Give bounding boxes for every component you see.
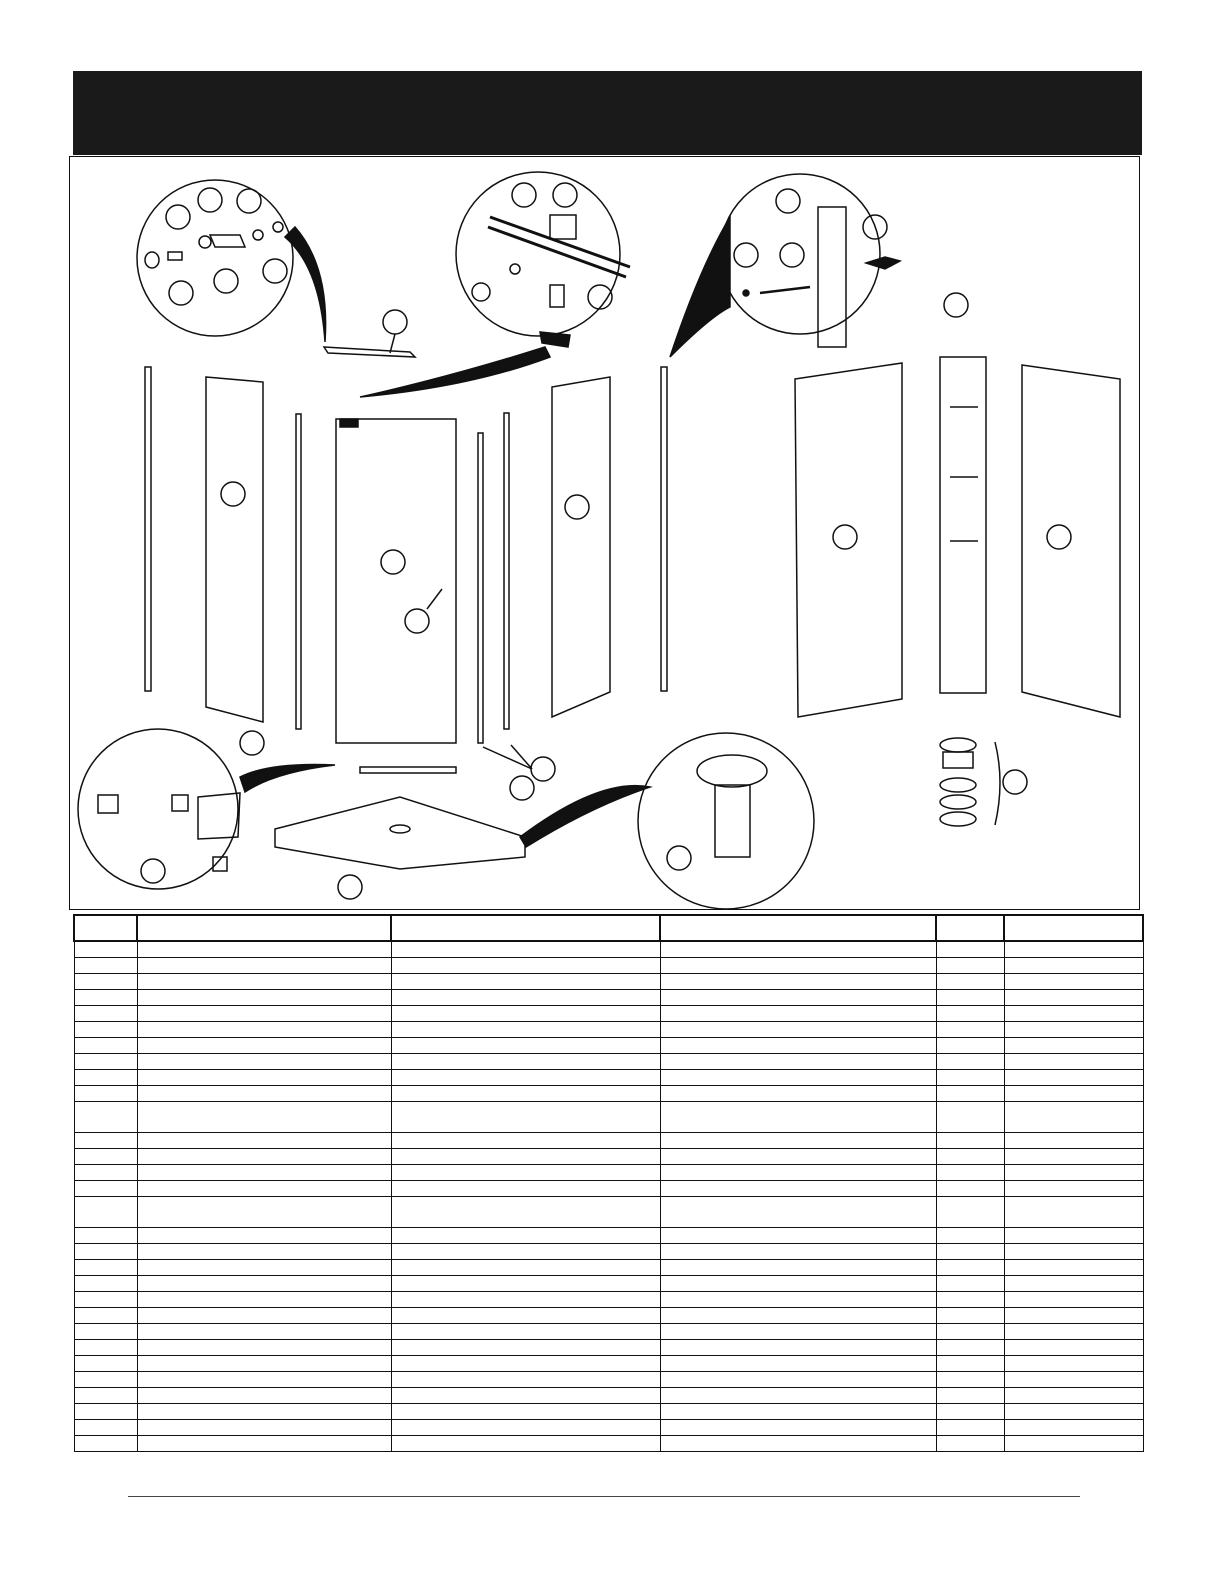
- table-cell: [660, 1005, 936, 1021]
- table-cell: [1004, 1037, 1143, 1053]
- table-cell: [391, 1180, 660, 1196]
- callout-c21: [1047, 525, 1071, 549]
- table-cell: [137, 1164, 391, 1180]
- table-cell: [391, 1164, 660, 1180]
- callout-c15: [221, 482, 245, 506]
- callout-c4: [169, 281, 193, 305]
- table-cell: [391, 1037, 660, 1053]
- table-cell: [391, 1148, 660, 1164]
- table-cell: [660, 1053, 936, 1069]
- table-cell: [1004, 957, 1143, 973]
- table-row: [74, 1307, 1143, 1323]
- table-cell: [936, 1164, 1004, 1180]
- table-cell: [74, 1037, 137, 1053]
- table-cell: [391, 1291, 660, 1307]
- callout-c20: [944, 293, 968, 317]
- table-cell: [137, 1403, 391, 1419]
- table-cell: [391, 1196, 660, 1227]
- table-cell: [936, 1243, 1004, 1259]
- drain-assembly: [940, 738, 976, 826]
- table-cell: [1004, 1164, 1143, 1180]
- table-cell: [137, 1227, 391, 1243]
- table-cell: [660, 1021, 936, 1037]
- header-cell: [391, 915, 660, 941]
- table-cell: [936, 1291, 1004, 1307]
- table-cell: [936, 1259, 1004, 1275]
- footer-rule: [128, 1496, 1080, 1497]
- table-cell: [137, 1259, 391, 1275]
- table-row: [74, 1085, 1143, 1101]
- table-cell: [391, 1307, 660, 1323]
- table-cell: [1004, 1291, 1143, 1307]
- table-cell: [74, 1132, 137, 1148]
- callout-c19: [833, 525, 857, 549]
- callout-c24: [531, 757, 555, 781]
- table-cell: [74, 1069, 137, 1085]
- table-row: [74, 1275, 1143, 1291]
- table-cell: [391, 1387, 660, 1403]
- table-cell: [660, 1196, 936, 1227]
- exploded-parts-diagram: [69, 156, 1140, 910]
- table-cell: [936, 1021, 1004, 1037]
- table-cell: [137, 1387, 391, 1403]
- callout-c22: [1003, 770, 1027, 794]
- table-row: [74, 1021, 1143, 1037]
- table-cell: [936, 1037, 1004, 1053]
- table-cell: [74, 1307, 137, 1323]
- table-cell: [391, 1419, 660, 1435]
- callout-c25: [510, 776, 534, 800]
- table-cell: [660, 1259, 936, 1275]
- callout-c14: [383, 310, 407, 334]
- table-cell: [660, 941, 936, 957]
- table-cell: [936, 1180, 1004, 1196]
- table-cell: [936, 1339, 1004, 1355]
- table-cell: [660, 1069, 936, 1085]
- table-cell: [74, 1101, 137, 1132]
- table-cell: [137, 973, 391, 989]
- header-cell: [660, 915, 936, 941]
- table-cell: [660, 1339, 936, 1355]
- table-cell: [74, 1291, 137, 1307]
- table-cell: [936, 1419, 1004, 1435]
- table-row: [74, 1069, 1143, 1085]
- table-cell: [1004, 941, 1143, 957]
- table-cell: [137, 1275, 391, 1291]
- table-cell: [391, 1275, 660, 1291]
- table-cell: [391, 957, 660, 973]
- table-cell: [391, 1101, 660, 1132]
- callout-c26: [141, 859, 165, 883]
- table-row: [74, 1180, 1143, 1196]
- table-cell: [74, 1323, 137, 1339]
- detail-circle-door-guide: [78, 729, 238, 889]
- table-cell: [74, 1371, 137, 1387]
- table-cell: [137, 1419, 391, 1435]
- table-cell: [1004, 1196, 1143, 1227]
- table-cell: [1004, 1021, 1143, 1037]
- table-cell: [74, 1148, 137, 1164]
- table-cell: [74, 1403, 137, 1419]
- table-cell: [137, 1196, 391, 1227]
- table-cell: [936, 957, 1004, 973]
- table-cell: [391, 1259, 660, 1275]
- table-cell: [936, 1403, 1004, 1419]
- callout-c5: [214, 269, 238, 293]
- detail-hinge-parts: [145, 222, 283, 268]
- table-row: [74, 1132, 1143, 1148]
- table-row: [74, 1339, 1143, 1355]
- header-cell: [1004, 915, 1143, 941]
- table-cell: [936, 1227, 1004, 1243]
- table-cell: [74, 1180, 137, 1196]
- callout-c23: [240, 731, 264, 755]
- parts-table: [73, 914, 1144, 1452]
- callout-c10: [776, 189, 800, 213]
- table-cell: [936, 1275, 1004, 1291]
- table-cell: [936, 941, 1004, 957]
- table-cell: [1004, 1435, 1143, 1451]
- header-bar: [73, 71, 1142, 155]
- table-cell: [74, 1164, 137, 1180]
- callout-c1: [166, 205, 190, 229]
- table-cell: [1004, 1148, 1143, 1164]
- table-cell: [137, 1132, 391, 1148]
- table-cell: [137, 1037, 391, 1053]
- callout-c2: [198, 188, 222, 212]
- table-cell: [137, 1069, 391, 1085]
- table-cell: [137, 1101, 391, 1132]
- table-cell: [660, 1101, 936, 1132]
- table-cell: [1004, 973, 1143, 989]
- table-cell: [660, 1037, 936, 1053]
- table-cell: [137, 1148, 391, 1164]
- table-cell: [391, 1132, 660, 1148]
- table-cell: [1004, 1243, 1143, 1259]
- table-row: [74, 1196, 1143, 1227]
- table-cell: [137, 1323, 391, 1339]
- table-cell: [660, 1435, 936, 1451]
- table-cell: [74, 1339, 137, 1355]
- table-cell: [936, 1355, 1004, 1371]
- callout-c7: [512, 183, 536, 207]
- table-cell: [74, 989, 137, 1005]
- table-cell: [660, 1164, 936, 1180]
- table-cell: [1004, 1132, 1143, 1148]
- table-cell: [1004, 1403, 1143, 1419]
- table-cell: [1004, 1371, 1143, 1387]
- table-row: [74, 1164, 1143, 1180]
- table-cell: [660, 1323, 936, 1339]
- table-row: [74, 1037, 1143, 1053]
- table-row: [74, 1387, 1143, 1403]
- table-cell: [137, 941, 391, 957]
- table-row: [74, 989, 1143, 1005]
- detail-circle-hinge: [137, 180, 293, 336]
- table-cell: [391, 1069, 660, 1085]
- table-cell: [391, 1053, 660, 1069]
- table-cell: [391, 1243, 660, 1259]
- table-cell: [660, 973, 936, 989]
- callout-c16: [381, 550, 405, 574]
- table-cell: [391, 1005, 660, 1021]
- table-cell: [137, 1371, 391, 1387]
- table-cell: [936, 1371, 1004, 1387]
- table-cell: [391, 1371, 660, 1387]
- table-row: [74, 1371, 1143, 1387]
- table-cell: [660, 1132, 936, 1148]
- callout-c8: [553, 183, 577, 207]
- table-row: [74, 1403, 1143, 1419]
- table-cell: [137, 1307, 391, 1323]
- table-cell: [391, 973, 660, 989]
- table-cell: [1004, 1101, 1143, 1132]
- table-cell: [137, 1291, 391, 1307]
- table-cell: [1004, 1339, 1143, 1355]
- table-row: [74, 1435, 1143, 1451]
- table-cell: [660, 1085, 936, 1101]
- table-cell: [936, 1435, 1004, 1451]
- table-cell: [660, 1148, 936, 1164]
- table-cell: [137, 989, 391, 1005]
- table-cell: [936, 1101, 1004, 1132]
- table-cell: [137, 1085, 391, 1101]
- table-cell: [936, 1148, 1004, 1164]
- table-row: [74, 1227, 1143, 1243]
- table-cell: [936, 1132, 1004, 1148]
- table-cell: [660, 1227, 936, 1243]
- table-cell: [1004, 1069, 1143, 1085]
- table-cell: [936, 1307, 1004, 1323]
- header-cell: [137, 915, 391, 941]
- table-cell: [660, 1243, 936, 1259]
- table-cell: [660, 1180, 936, 1196]
- table-cell: [936, 1323, 1004, 1339]
- table-row: [74, 1005, 1143, 1021]
- callout-c6: [263, 259, 287, 283]
- table-cell: [137, 1355, 391, 1371]
- table-cell: [1004, 1307, 1143, 1323]
- table-cell: [936, 1196, 1004, 1227]
- table-cell: [74, 1275, 137, 1291]
- header-cell: [936, 915, 1004, 941]
- table-row: [74, 1323, 1143, 1339]
- table-cell: [74, 1387, 137, 1403]
- header-cell: [74, 915, 137, 941]
- table-cell: [660, 1307, 936, 1323]
- callout-c11: [734, 243, 758, 267]
- callout-c3: [237, 189, 261, 213]
- table-cell: [74, 1355, 137, 1371]
- detail-circle-clip: [638, 733, 814, 909]
- table-cell: [936, 989, 1004, 1005]
- table-cell: [660, 1419, 936, 1435]
- table-cell: [1004, 1323, 1143, 1339]
- table-cell: [137, 957, 391, 973]
- table-cell: [1004, 1085, 1143, 1101]
- table-row: [74, 1355, 1143, 1371]
- table-cell: [137, 1243, 391, 1259]
- table-cell: [1004, 1259, 1143, 1275]
- table-row: [74, 1419, 1143, 1435]
- table-cell: [936, 1069, 1004, 1085]
- table-row: [74, 1259, 1143, 1275]
- table-cell: [660, 1371, 936, 1387]
- table-row: [74, 1243, 1143, 1259]
- table-row: [74, 1148, 1143, 1164]
- table-cell: [936, 1387, 1004, 1403]
- table-row: [74, 973, 1143, 989]
- table-cell: [1004, 1275, 1143, 1291]
- table-cell: [660, 1275, 936, 1291]
- table-cell: [391, 1085, 660, 1101]
- table-cell: [391, 1403, 660, 1419]
- table-cell: [1004, 989, 1143, 1005]
- table-cell: [74, 1243, 137, 1259]
- table-cell: [74, 1085, 137, 1101]
- table-cell: [137, 1180, 391, 1196]
- table-cell: [660, 1291, 936, 1307]
- table-cell: [74, 1435, 137, 1451]
- table-cell: [137, 1435, 391, 1451]
- table-cell: [74, 1259, 137, 1275]
- table-cell: [74, 1053, 137, 1069]
- table-cell: [391, 1339, 660, 1355]
- table-cell: [74, 1196, 137, 1227]
- table-cell: [74, 1005, 137, 1021]
- table-cell: [1004, 1355, 1143, 1371]
- table-row: [74, 1291, 1143, 1307]
- table-cell: [137, 1021, 391, 1037]
- table-header-row: [74, 915, 1143, 941]
- table-cell: [1004, 1005, 1143, 1021]
- table-cell: [1004, 1419, 1143, 1435]
- table-cell: [137, 1053, 391, 1069]
- table-cell: [660, 989, 936, 1005]
- table-cell: [137, 1339, 391, 1355]
- table-cell: [74, 957, 137, 973]
- table-cell: [1004, 1053, 1143, 1069]
- table-cell: [660, 957, 936, 973]
- table-cell: [391, 989, 660, 1005]
- table-cell: [74, 973, 137, 989]
- callout-c12: [780, 243, 804, 267]
- table-cell: [391, 1355, 660, 1371]
- table-cell: [391, 1323, 660, 1339]
- table-cell: [660, 1355, 936, 1371]
- table-cell: [1004, 1387, 1143, 1403]
- table-cell: [1004, 1180, 1143, 1196]
- table-cell: [936, 973, 1004, 989]
- table-cell: [74, 1419, 137, 1435]
- table-cell: [74, 1021, 137, 1037]
- table-row: [74, 957, 1143, 973]
- table-row: [74, 941, 1143, 957]
- table-cell: [936, 1005, 1004, 1021]
- table-cell: [74, 941, 137, 957]
- table-cell: [660, 1403, 936, 1419]
- table-cell: [137, 1005, 391, 1021]
- table-cell: [74, 1227, 137, 1243]
- table-cell: [391, 1227, 660, 1243]
- table-cell: [936, 1053, 1004, 1069]
- table-row: [74, 1053, 1143, 1069]
- table-cell: [391, 1435, 660, 1451]
- callout-c18: [565, 495, 589, 519]
- table-cell: [1004, 1227, 1143, 1243]
- table-cell: [391, 1021, 660, 1037]
- callout-c17: [405, 609, 429, 633]
- table-cell: [936, 1085, 1004, 1101]
- table-cell: [660, 1387, 936, 1403]
- diagram-drawing: [70, 157, 1141, 911]
- table-cell: [391, 941, 660, 957]
- table-row: [74, 1101, 1143, 1132]
